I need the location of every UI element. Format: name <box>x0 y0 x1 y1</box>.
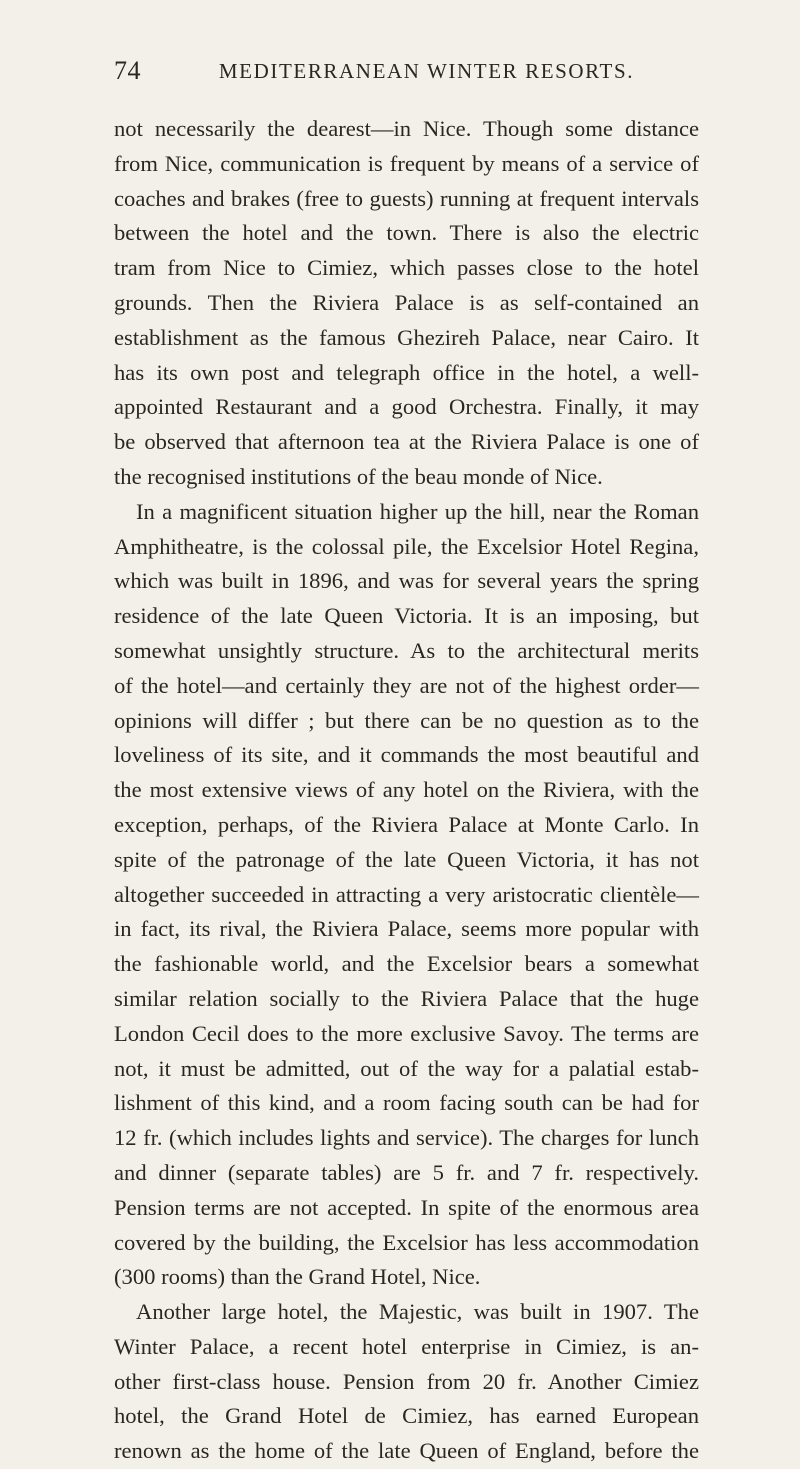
text-line: the most extensive views of any hotel on the Riviera, with the <box>114 777 699 803</box>
text-line: be observed that afternoon tea at the Riviera Palace is one of <box>114 429 699 455</box>
text-line: In a magnificent situation higher up the hill, near the Roman <box>136 498 699 524</box>
text-line: spite of the patronage of the late Queen Victoria, it has not <box>114 846 699 872</box>
text-line: appointed Restaurant and a good Orchestra. Finally, it may <box>114 394 699 420</box>
text-line: residence of the late Queen Victoria. It is an imposing, but <box>114 603 699 629</box>
text-line: London Cecil does to the more exclusive Savoy. The terms are <box>114 1020 699 1046</box>
page-number: 74 <box>114 56 141 85</box>
page-header <box>114 56 699 92</box>
text-line: the recognised institutions of the beau monde of Nice. <box>114 463 603 489</box>
text-line: in fact, its rival, the Riviera Palace, seems more popular with <box>114 916 699 942</box>
text-line: grounds. Then the Riviera Palace is as self-contained an <box>114 289 699 315</box>
text-line: 12 fr. (which includes lights and service). The charges for lunch <box>114 1125 699 1151</box>
text-line: altogether succeeded in attracting a very aristocratic clientèle— <box>114 881 699 907</box>
text-line: and dinner (separate tables) are 5 fr. and 7 fr. respectively. <box>114 1159 699 1185</box>
text-line: renown as the home of the late Queen of England, before the <box>114 1438 699 1464</box>
text-line: similar relation socially to the Riviera Palace that the huge <box>114 985 699 1011</box>
text-line: establishment as the famous Ghezireh Palace, near Cairo. It <box>114 324 699 350</box>
text-line: Another large hotel, the Majestic, was built in 1907. The <box>136 1299 699 1325</box>
text-line: has its own post and telegraph office in the hotel, a well- <box>114 359 699 385</box>
text-line: covered by the building, the Excelsior has less accommodation <box>114 1229 699 1255</box>
text-line: of the hotel—and certainly they are not of the highest order— <box>114 672 699 698</box>
text-line: Amphitheatre, is the colossal pile, the Excelsior Hotel Regina, <box>114 533 699 559</box>
text-line: tram from Nice to Cimiez, which passes close to the hotel <box>114 255 699 281</box>
text-line: opinions will differ ; but there can be no question as to the <box>114 707 699 733</box>
body-text <box>114 112 699 1469</box>
text-line: coaches and brakes (free to guests) running at frequent intervals <box>114 185 699 211</box>
text-line: from Nice, communication is frequent by means of a service of <box>114 150 699 176</box>
text-line: the fashionable world, and the Excelsior bears a somewhat <box>114 951 699 977</box>
text-line: exception, perhaps, of the Riviera Palace at Monte Carlo. In <box>114 811 699 837</box>
text-line: not, it must be admitted, out of the way for a palatial estab- <box>114 1055 699 1081</box>
running-head: MEDITERRANEAN WINTER RESORTS. <box>218 59 635 83</box>
text-line: between the hotel and the town. There is also the electric <box>114 220 699 246</box>
text-line: hotel, the Grand Hotel de Cimiez, has earned European <box>114 1403 699 1429</box>
text-line: Pension terms are not accepted. In spite of the enormous area <box>114 1194 699 1220</box>
text-line: which was built in 1896, and was for several years the spring <box>114 568 699 594</box>
text-line: somewhat unsightly structure. As to the architectural merits <box>114 637 699 663</box>
text-line: lishment of this kind, and a room facing south can be had for <box>114 1090 699 1116</box>
text-line: loveliness of its site, and it commands the most beautiful and <box>114 742 699 768</box>
text-line: other first-class house. Pension from 20 fr. Another Cimiez <box>114 1368 699 1394</box>
text-line: Winter Palace, a recent hotel enterprise in Cimiez, is an- <box>114 1333 699 1359</box>
text-line: not necessarily the dearest—in Nice. Though some distance <box>114 116 699 141</box>
text-line: (300 rooms) than the Grand Hotel, Nice. <box>114 1264 481 1290</box>
